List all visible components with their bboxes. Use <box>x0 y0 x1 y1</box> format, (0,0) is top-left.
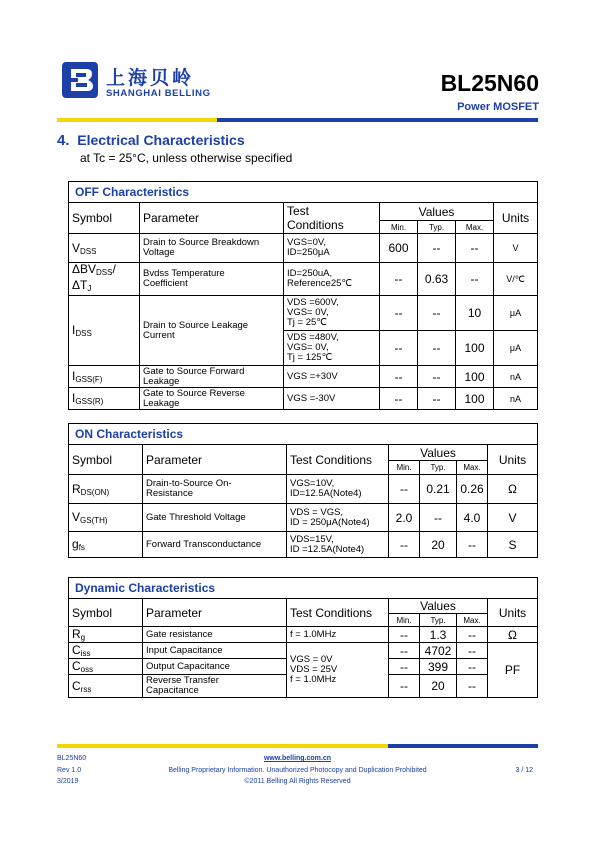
max-cell: 100 <box>456 388 494 410</box>
max-cell: -- <box>456 234 494 263</box>
parameter-cell: Input Capacitance <box>143 643 287 659</box>
footer-date: 3/2019 <box>57 778 79 785</box>
max-cell: 4.0 <box>457 504 488 532</box>
unit-cell: nA <box>494 388 538 410</box>
on-table-title: ON Characteristics <box>69 424 538 445</box>
typ-cell: -- <box>418 331 456 366</box>
max-cell: -- <box>457 659 488 675</box>
header-symbol: Symbol <box>69 203 140 234</box>
min-cell: -- <box>380 296 418 331</box>
typ-cell: -- <box>418 388 456 410</box>
typ-cell: 20 <box>420 532 457 558</box>
footer-part: BL25N60 <box>57 755 87 762</box>
max-cell: 0.26 <box>457 475 488 504</box>
logo-chinese-name: 上海贝岭 <box>106 67 195 89</box>
header-test-conditions: Test Conditions <box>284 203 380 234</box>
condition-cell: VDS = VGS, ID = 250μA(Note4) <box>287 504 389 532</box>
footer-notice: Belling Proprietary Information. Unauthorized Photocopy and Duplication Prohibited <box>168 767 427 774</box>
parameter-cell: Bvdss Temperature Coefficient <box>140 263 284 296</box>
unit-cell: V <box>494 234 538 263</box>
dynamic-characteristics-table <box>68 577 538 698</box>
header-min: Min. <box>389 614 420 627</box>
typ-cell: 1.3 <box>420 627 457 643</box>
parameter-cell: Gate resistance <box>143 627 287 643</box>
section-condition: at Tc = 25°C, unless otherwise specified <box>80 151 293 165</box>
condition-cell: VDS =480V, VGS= 0V, Tj = 125℃ <box>284 331 380 366</box>
min-cell: -- <box>389 532 420 558</box>
footer-url-link[interactable]: www.belling.com.cn <box>263 755 332 762</box>
parameter-cell: Drain to Source Breakdown Voltage <box>140 234 284 263</box>
min-cell: -- <box>380 331 418 366</box>
header-min: Min. <box>380 221 418 234</box>
symbol-cell: $R_{DS(ON)}$ <box>69 475 143 504</box>
symbol-cell: $C_{rss}$ <box>69 675 143 698</box>
belling-logo-icon <box>62 62 98 98</box>
typ-cell: 4702 <box>420 643 457 659</box>
capacitance-condition-cell: VGS = 0V VDS = 25V f = 1.0MHz <box>287 643 389 698</box>
header-values: Values <box>380 203 494 221</box>
max-cell: 10 <box>456 296 494 331</box>
condition-cell: VGS =-30V <box>284 388 380 410</box>
header-symbol: Symbol <box>69 599 143 627</box>
header-typ: Typ. <box>420 461 457 475</box>
dynamic-table-title: Dynamic Characteristics <box>69 578 538 599</box>
typ-cell: -- <box>418 234 456 263</box>
parameter-cell: Gate Threshold Voltage <box>143 504 287 532</box>
table-row <box>69 234 538 263</box>
min-cell: -- <box>380 366 418 388</box>
table-row <box>69 504 538 532</box>
header-typ: Typ. <box>420 614 457 627</box>
condition-cell: VGS=10V, ID=12.5A(Note4) <box>287 475 389 504</box>
header-parameter: Parameter <box>143 599 287 627</box>
typ-cell: 399 <box>420 659 457 675</box>
header-divider <box>57 118 538 122</box>
table-row <box>69 366 538 388</box>
parameter-cell: Drain-to-Source On- Resistance <box>143 475 287 504</box>
parameter-cell: Forward Transconductance <box>143 532 287 558</box>
header-symbol: Symbol <box>69 445 143 475</box>
condition-cell: f = 1.0MHz <box>287 627 389 643</box>
min-cell: 600 <box>380 234 418 263</box>
header-values: Values <box>389 599 488 614</box>
unit-cell: μA <box>494 331 538 366</box>
header-min: Min. <box>389 461 420 475</box>
footer-page-number: 3 / 12 <box>515 767 533 774</box>
condition-cell: VDS =600V, VGS= 0V, Tj = 25℃ <box>284 296 380 331</box>
unit-cell: nA <box>494 366 538 388</box>
header-parameter: Parameter <box>140 203 284 234</box>
parameter-cell: Output Capacitance <box>143 659 287 675</box>
min-cell: -- <box>389 627 420 643</box>
parameter-cell: Gate to Source Reverse Leakage <box>140 388 284 410</box>
min-cell: -- <box>389 675 420 698</box>
table-row <box>69 388 538 410</box>
max-cell: -- <box>457 675 488 698</box>
off-table-title: OFF Characteristics <box>69 182 538 203</box>
min-cell: -- <box>389 643 420 659</box>
max-cell: -- <box>456 263 494 296</box>
max-cell: -- <box>457 627 488 643</box>
section-heading <box>57 132 245 149</box>
typ-cell: 20 <box>420 675 457 698</box>
typ-cell: -- <box>418 296 456 331</box>
part-number: BL25N60 <box>440 70 539 96</box>
table-row <box>69 627 538 643</box>
header-max: Max. <box>457 614 488 627</box>
typ-cell: 0.21 <box>420 475 457 504</box>
max-cell: 100 <box>456 366 494 388</box>
symbol-cell: $V_{DSS}$ <box>69 234 140 263</box>
symbol-cell: $I_{DSS}$ <box>69 296 140 366</box>
parameter-cell: Reverse Transfer Capacitance <box>143 675 287 698</box>
parameter-cell: Drain to Source Leakage Current <box>140 296 284 366</box>
symbol-cell: $I_{GSS(F)}$ <box>69 366 140 388</box>
header-units: Units <box>494 203 538 234</box>
condition-cell: ID=250uA, Reference25℃ <box>284 263 380 296</box>
typ-cell: 0.63 <box>418 263 456 296</box>
symbol-cell: $\Delta BV_{DSS}/$ $\Delta T_J$ <box>69 263 140 296</box>
typ-cell: -- <box>420 504 457 532</box>
unit-cell: Ω <box>488 475 538 504</box>
parameter-cell: Gate to Source Forward Leakage <box>140 366 284 388</box>
typ-cell: -- <box>418 366 456 388</box>
section-title: Electrical Characteristics <box>77 132 245 148</box>
header-units: Units <box>488 445 538 475</box>
unit-cell: μA <box>494 296 538 331</box>
on-characteristics-table <box>68 423 538 558</box>
symbol-cell: $C_{oss}$ <box>69 659 143 675</box>
footer-rev: Rev 1.0 <box>57 767 82 774</box>
unit-cell: S <box>488 532 538 558</box>
unit-cell: Ω <box>488 627 538 643</box>
footer-divider <box>57 744 538 748</box>
min-cell: -- <box>389 475 420 504</box>
unit-cell: V/℃ <box>494 263 538 296</box>
min-cell: -- <box>389 659 420 675</box>
footer-copyright: ©2011 Belling All Rights Reserved <box>244 778 351 785</box>
max-cell: -- <box>457 643 488 659</box>
min-cell: 2.0 <box>389 504 420 532</box>
max-cell: 100 <box>456 331 494 366</box>
header-units: Units <box>488 599 538 627</box>
symbol-cell: $I_{GSS(R)}$ <box>69 388 140 410</box>
header-max: Max. <box>457 461 488 475</box>
symbol-cell: $C_{iss}$ <box>69 643 143 659</box>
section-number: 4. <box>57 132 70 149</box>
header-values: Values <box>389 445 488 461</box>
table-row <box>69 263 538 296</box>
symbol-cell: $R_g$ <box>69 627 143 643</box>
table-row <box>69 532 538 558</box>
condition-cell: VGS=0V, ID=250μA <box>284 234 380 263</box>
off-characteristics-table <box>68 181 538 410</box>
symbol-cell: $g_{fs}$ <box>69 532 143 558</box>
header-typ: Typ. <box>418 221 456 234</box>
min-cell: -- <box>380 263 418 296</box>
condition-cell: VGS =+30V <box>284 366 380 388</box>
table-row <box>69 296 538 331</box>
header-test-conditions: Test Conditions <box>287 599 389 627</box>
header-max: Max. <box>456 221 494 234</box>
unit-cell: V <box>488 504 538 532</box>
symbol-cell: $V_{GS(TH)}$ <box>69 504 143 532</box>
header-test-conditions: Test Conditions <box>287 445 389 475</box>
product-subtitle: Power MOSFET <box>457 101 539 113</box>
logo-english-name: SHANGHAI BELLING <box>106 88 211 99</box>
table-row <box>69 643 538 659</box>
min-cell: -- <box>380 388 418 410</box>
max-cell: -- <box>457 532 488 558</box>
table-row <box>69 475 538 504</box>
header-parameter: Parameter <box>143 445 287 475</box>
condition-cell: VDS=15V, ID =12.5A(Note4) <box>287 532 389 558</box>
capacitance-unit-cell: PF <box>488 643 538 698</box>
